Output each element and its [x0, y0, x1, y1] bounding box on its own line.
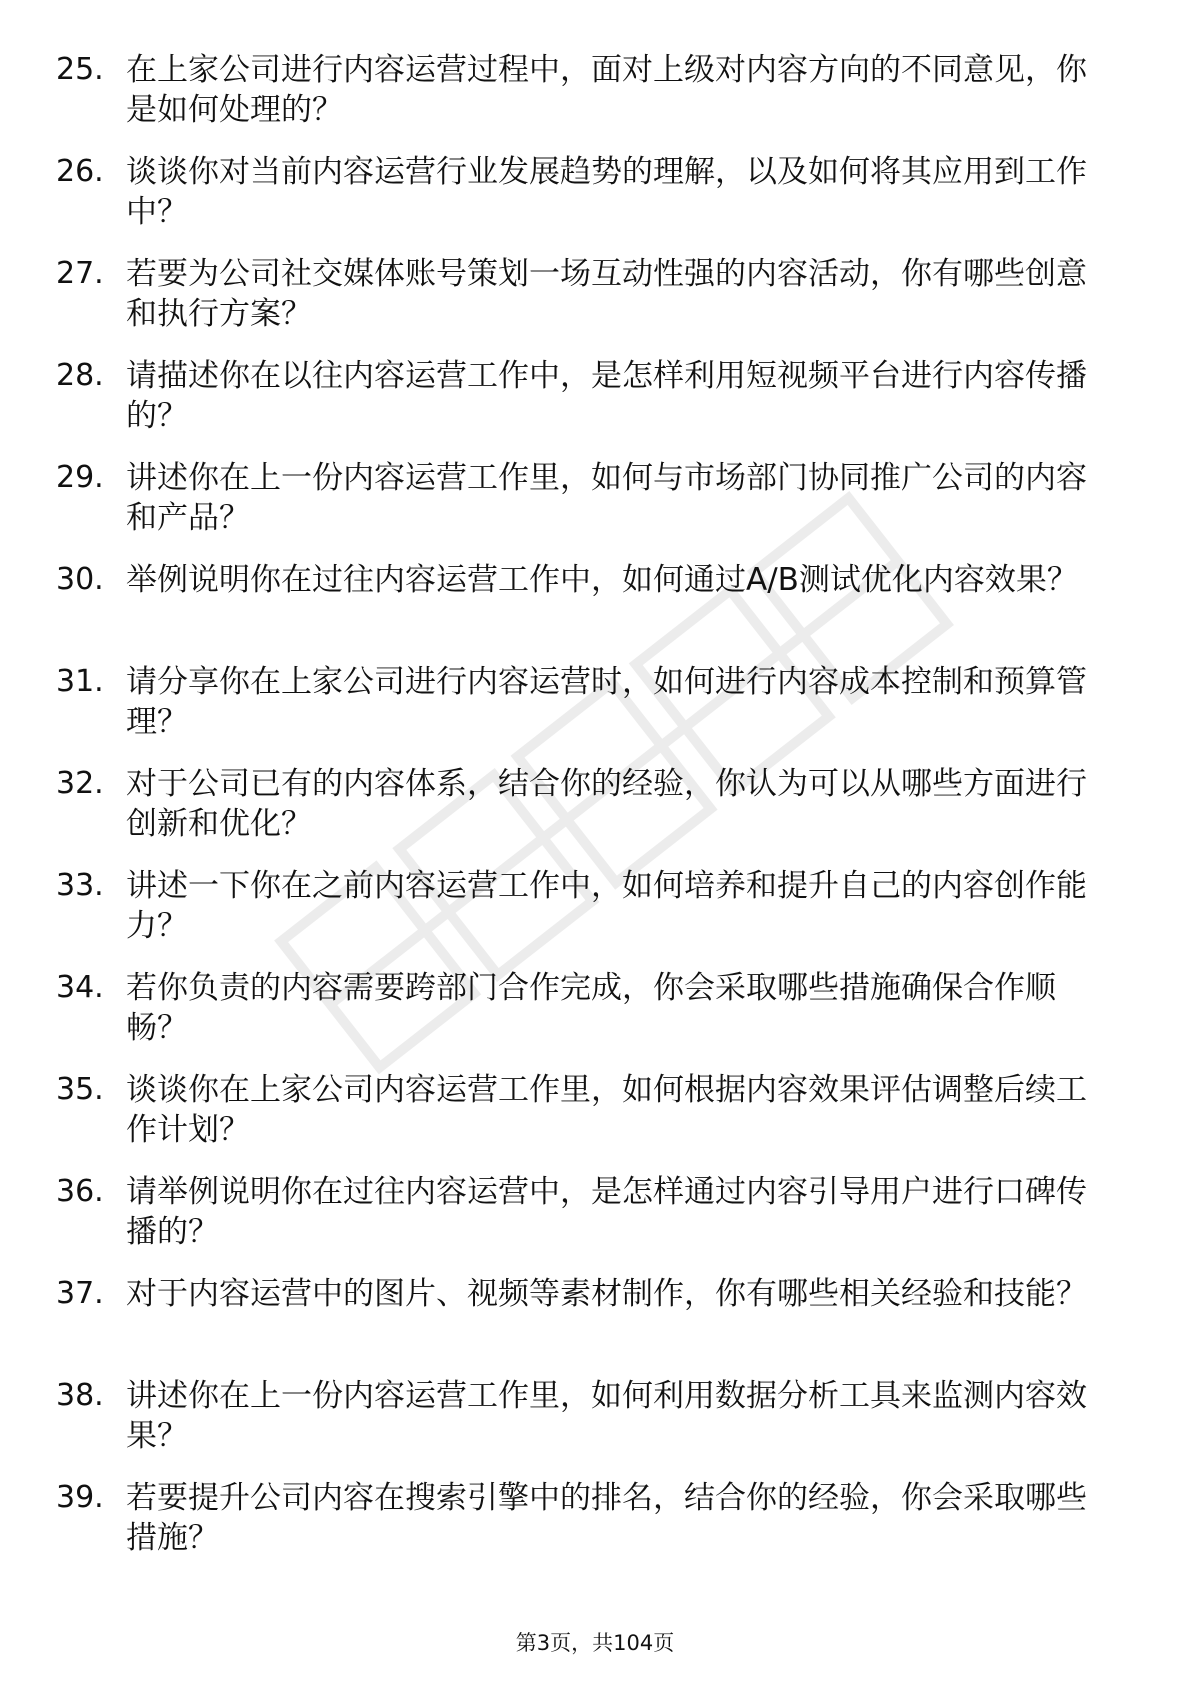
- question-number: 25.: [56, 52, 104, 87]
- list-item: [56, 1172, 1116, 1274]
- question-text: 在上家公司进行内容运营过程中，面对上级对内容方向的不同意见，你是如何处理的？: [126, 52, 1087, 128]
- list-item: [56, 866, 1116, 968]
- page-footer: [0, 1630, 1190, 1656]
- list-item: [56, 152, 1116, 254]
- question-text: 讲述一下你在之前内容运营工作中，如何培养和提升自己的内容创作能力？: [126, 868, 1087, 944]
- list-item: [56, 1274, 1116, 1376]
- list-item: [56, 968, 1116, 1070]
- question-text: 请举例说明你在过往内容运营中，是怎样通过内容引导用户进行口碑传播的？: [126, 1174, 1087, 1250]
- question-text: 谈谈你对当前内容运营行业发展趋势的理解，以及如何将其应用到工作中？: [126, 154, 1087, 230]
- list-item: [56, 356, 1116, 458]
- question-number: 31.: [56, 664, 104, 699]
- question-number: 37.: [56, 1276, 104, 1311]
- question-number: 32.: [56, 766, 104, 801]
- question-number: 28.: [56, 358, 104, 393]
- list-item: [56, 50, 1116, 152]
- list-item: [56, 458, 1116, 560]
- question-number: 29.: [56, 460, 104, 495]
- question-number: 26.: [56, 154, 104, 189]
- question-text: 谈谈你在上家公司内容运营工作里，如何根据内容效果评估调整后续工作计划？: [126, 1072, 1087, 1148]
- question-text: 讲述你在上一份内容运营工作里，如何与市场部门协同推广公司的内容和产品？: [126, 460, 1087, 536]
- question-number: 39.: [56, 1480, 104, 1515]
- question-number: 27.: [56, 256, 104, 291]
- question-number: 36.: [56, 1174, 104, 1209]
- question-text: 若要为公司社交媒体账号策划一场互动性强的内容活动，你有哪些创意和执行方案？: [126, 256, 1087, 332]
- list-item: [56, 1478, 1116, 1580]
- page-number-label: 第3页，共104页: [515, 1631, 675, 1655]
- list-item: [56, 1376, 1116, 1478]
- question-number: 30.: [56, 562, 104, 597]
- list-item: [56, 254, 1116, 356]
- question-list: [56, 50, 1116, 1580]
- list-item: [56, 1070, 1116, 1172]
- question-text: 举例说明你在过往内容运营工作中，如何通过A/B测试优化内容效果？: [126, 562, 1078, 598]
- question-text: 请分享你在上家公司进行内容运营时，如何进行内容成本控制和预算管理？: [126, 664, 1087, 740]
- question-number: 38.: [56, 1378, 104, 1413]
- question-number: 33.: [56, 868, 104, 903]
- question-text: 若你负责的内容需要跨部门合作完成，你会采取哪些措施确保合作顺畅？: [126, 970, 1056, 1046]
- question-text: 请描述你在以往内容运营工作中，是怎样利用短视频平台进行内容传播的？: [126, 358, 1087, 434]
- question-number: 34.: [56, 970, 104, 1005]
- question-text: 若要提升公司内容在搜索引擎中的排名，结合你的经验，你会采取哪些措施？: [126, 1480, 1087, 1556]
- list-item: [56, 662, 1116, 764]
- question-text: 对于公司已有的内容体系，结合你的经验，你认为可以从哪些方面进行创新和优化？: [126, 766, 1087, 842]
- question-number: 35.: [56, 1072, 104, 1107]
- list-item: [56, 764, 1116, 866]
- list-item: [56, 560, 1116, 662]
- question-text: 讲述你在上一份内容运营工作里，如何利用数据分析工具来监测内容效果？: [126, 1378, 1087, 1454]
- question-text: 对于内容运营中的图片、视频等素材制作，你有哪些相关经验和技能？: [126, 1276, 1087, 1312]
